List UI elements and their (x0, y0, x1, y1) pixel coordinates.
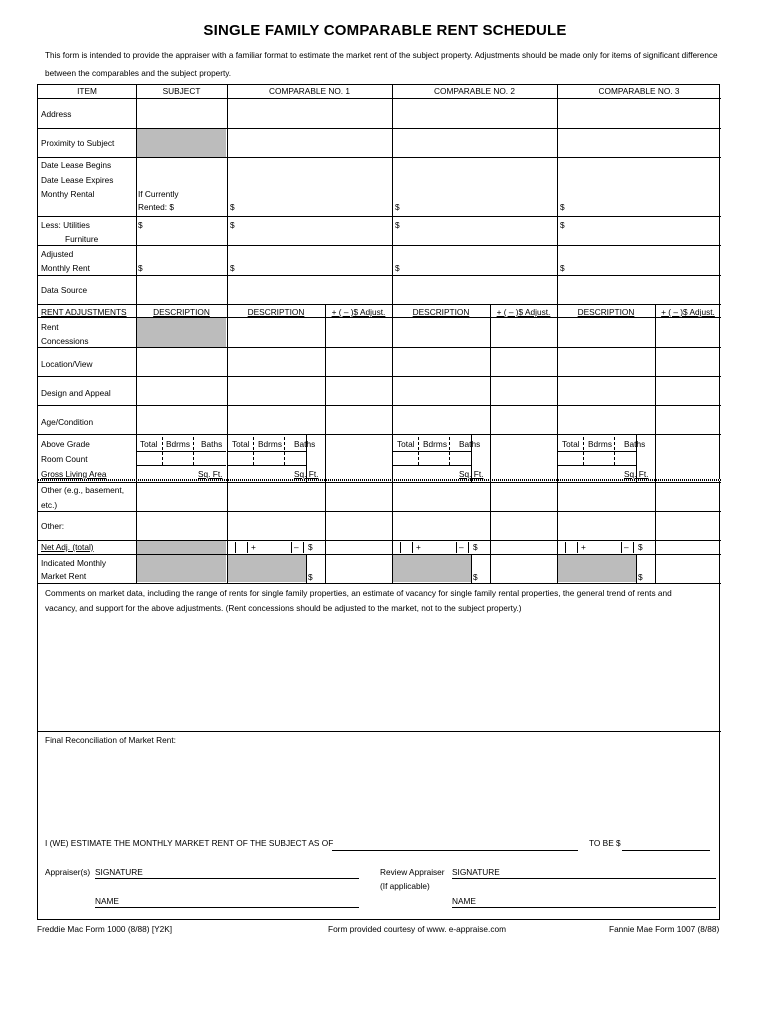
dollar-subject-utilities: $ (138, 220, 143, 230)
label-monthly-rental: Monthy Rental (41, 189, 95, 199)
header-comp3-adjust: + ( – )$ Adjust. (661, 307, 715, 317)
comp1-net-dollar: $ (308, 542, 313, 552)
dollar-comp1-rental: $ (230, 202, 235, 212)
footer-center: Form provided courtesy of www. e-appraise.com (328, 924, 506, 934)
comp2-indicated-rent-shade (393, 555, 471, 582)
label-less-utilities: Less: Utilities (41, 220, 90, 230)
header-comp3-description: DESCRIPTION (577, 307, 635, 317)
label-review-signature: SIGNATURE (452, 867, 500, 877)
dollar-comp2-utilities: $ (395, 220, 400, 230)
estimate-date-line (332, 850, 578, 851)
comp3-total: Total (562, 439, 580, 449)
comp1-net-plus: + (251, 542, 256, 552)
label-address: Address (41, 109, 72, 119)
review-signature-line (452, 878, 716, 879)
label-other: Other: (41, 521, 65, 531)
dollar-comp1-adjusted: $ (230, 263, 235, 273)
estimate-amount-line (622, 850, 710, 851)
comp2-net-minus: – (459, 542, 464, 552)
label-furniture: Furniture (65, 234, 99, 244)
rent-schedule-form (37, 84, 720, 920)
header-comp2-description: DESCRIPTION (412, 307, 470, 317)
label-indicated-monthly: Indicated Monthly (41, 558, 107, 568)
label-net-adj: Net Adj. (total) (41, 542, 94, 552)
comp3-net-dollar: $ (638, 542, 643, 552)
subject-sq-ft: Sq. Ft. (198, 469, 223, 479)
label-rent: Rent (41, 322, 59, 332)
comp1-bdrms: Bdrms (258, 439, 282, 449)
comp2-net-dollar: $ (473, 542, 478, 552)
label-room-count: Room Count (41, 454, 88, 464)
label-appraisers: Appraiser(s) (45, 867, 91, 877)
subject-concessions-shade (137, 318, 226, 347)
label-etc: etc.) (41, 500, 58, 510)
subject-total: Total (140, 439, 158, 449)
header-comp2-adjust: + ( – )$ Adjust. (496, 307, 551, 317)
label-estimate: I (WE) ESTIMATE THE MONTHLY MARKET RENT OF THE SUBJECT AS OF (45, 838, 334, 848)
header-comp3: COMPARABLE NO. 3 (598, 86, 680, 96)
comp2-total: Total (397, 439, 415, 449)
header-comp1: COMPARABLE NO. 1 (269, 86, 350, 96)
dollar-subject-adjusted: $ (138, 263, 143, 273)
footer-right: Fannie Mae Form 1007 (8/88) (609, 924, 720, 934)
dollar-comp3-rental: $ (560, 202, 565, 212)
comp1-total: Total (232, 439, 250, 449)
comp1-indicated-dollar: $ (308, 572, 313, 582)
comp1-sq-ft: Sq. Ft. (294, 469, 319, 479)
label-design-appeal: Design and Appeal (41, 388, 111, 398)
label-review-appraiser: Review Appraiser (380, 867, 445, 877)
label-appraiser-name: NAME (95, 896, 119, 906)
comp3-indicated-dollar: $ (638, 572, 643, 582)
comp1-indicated-rent-shade (228, 555, 306, 582)
dollar-comp3-adjusted: $ (560, 263, 565, 273)
comp2-indicated-dollar: $ (473, 572, 478, 582)
comp1-net-minus: – (294, 542, 299, 552)
comp2-bdrms: Bdrms (423, 439, 447, 449)
footer-left: Freddie Mac Form 1000 (8/88) [Y2K] (37, 924, 173, 934)
header-subject: SUBJECT (162, 86, 201, 96)
label-final-reconciliation: Final Reconciliation of Market Rent: (45, 735, 176, 745)
label-concessions: Concessions (41, 336, 89, 346)
label-rent-adjustments: RENT ADJUSTMENTS (41, 307, 127, 317)
label-review-name: NAME (452, 896, 476, 906)
label-market-rent: Market Rent (41, 571, 87, 581)
label-if-currently: If Currently (138, 189, 179, 199)
comp1-baths: Baths (294, 439, 316, 449)
comp3-baths: Baths (624, 439, 646, 449)
appraiser-signature-line (95, 878, 359, 879)
header-subject-description: DESCRIPTION (153, 307, 210, 317)
label-adjusted-monthly-rent: Monthly Rent (41, 263, 90, 273)
label-if-applicable: (If applicable) (380, 881, 430, 891)
header-comp2: COMPARABLE NO. 2 (434, 86, 515, 96)
label-age-condition: Age/Condition (41, 417, 94, 427)
header-item: ITEM (77, 86, 97, 96)
dollar-comp1-utilities: $ (230, 220, 235, 230)
intro-text: This form is intended to provide the appraiser with a familiar format to estimate the market rent of the subject property. Adjustments should be made only for items of significant difference between the comparables and the subject property. (45, 50, 718, 78)
comp3-bdrms: Bdrms (588, 439, 612, 449)
label-above-grade: Above Grade (41, 439, 90, 449)
label-adjusted: Adjusted (41, 249, 74, 259)
label-date-lease-begins: Date Lease Begins (41, 160, 112, 170)
header-comp1-adjust: + ( – )$ Adjust. (331, 307, 386, 317)
comp3-indicated-rent-shade (558, 555, 636, 582)
comp2-net-plus: + (416, 542, 421, 552)
label-location-view: Location/View (41, 359, 93, 369)
comp2-baths: Baths (459, 439, 481, 449)
subject-bdrms: Bdrms (166, 439, 190, 449)
dollar-comp3-utilities: $ (560, 220, 565, 230)
review-name-line (452, 907, 716, 908)
label-date-lease-expires: Date Lease Expires (41, 175, 114, 185)
header-comp1-description: DESCRIPTION (247, 307, 305, 317)
comments-text: Comments on market data, including the range of rents for single family properties, an estimate of vacancy for single family rental properties, the general trend of rents and vacancy, and support for the above adjustments. (Rent concessions should be adjusted to the market, not to the subject property.) (45, 588, 672, 613)
page-title: SINGLE FAMILY COMPARABLE RENT SCHEDULE (203, 22, 567, 39)
label-gross-living-area: Gross Living Area (41, 469, 107, 479)
appraiser-name-line (95, 907, 359, 908)
label-other-basement: Other (e.g., basement, (41, 485, 125, 495)
label-data-source: Data Source (41, 285, 88, 295)
subject-proximity-shade (137, 129, 226, 157)
subject-indicated-rent-shade (137, 555, 226, 582)
dollar-comp2-adjusted: $ (395, 263, 400, 273)
label-rented: Rented: $ (138, 202, 174, 212)
label-appraiser-signature: SIGNATURE (95, 867, 143, 877)
comp2-sq-ft: Sq. Ft. (459, 469, 484, 479)
comp3-net-plus: + (581, 542, 586, 552)
dollar-comp2-rental: $ (395, 202, 400, 212)
label-proximity: Proximity to Subject (41, 138, 115, 148)
subject-net-adj-shade (137, 541, 226, 554)
label-to-be: TO BE $ (589, 838, 621, 848)
subject-baths: Baths (201, 439, 223, 449)
comp3-net-minus: – (624, 542, 629, 552)
comp3-sq-ft: Sq. Ft. (624, 469, 649, 479)
